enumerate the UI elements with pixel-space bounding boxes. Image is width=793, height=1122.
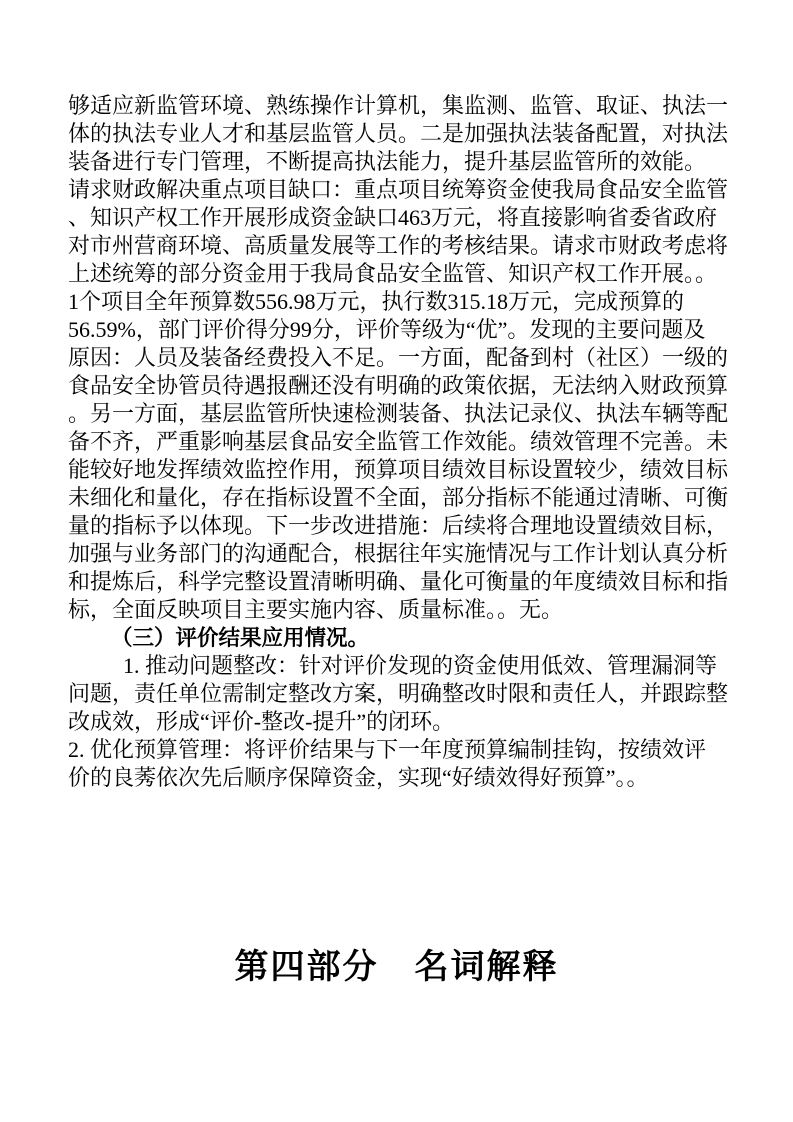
text-line: 56.59%，部门评价得分99分，评价等级为“优”。发现的主要问题及 bbox=[68, 317, 706, 342]
text-line: 够适应新监管环境、熟练操作计算机，集监测、监管、取证、执法一 bbox=[68, 93, 729, 118]
text-line: 上述统筹的部分资金用于我局食品安全监管、知识产权工作开展。。 bbox=[68, 261, 718, 286]
text-line: 对市州营商环境、高质量发展等工作的考核结果。请求市财政考虑将 bbox=[68, 233, 729, 258]
text-line: 备不齐，严重影响基层食品安全监管工作效能。绩效管理不完善。未 bbox=[68, 429, 729, 454]
text-line: 未细化和量化，存在指标设置不全面，部分指标不能通过清晰、可衡 bbox=[68, 485, 729, 510]
text-line: 标，全面反映项目主要实施内容、质量标准。。无。 bbox=[68, 597, 564, 622]
document-body bbox=[68, 92, 730, 792]
text-line: 加强与业务部门的沟通配合，根据往年实施情况与工作计划认真分析 bbox=[68, 541, 729, 566]
text-line: 量的指标予以体现。下一步改进措施：后续将合理地设置绩效目标， bbox=[68, 513, 729, 538]
text-line: 价的良莠依次先后顺序保障资金，实现“好绩效得好预算”。。 bbox=[68, 765, 649, 790]
text-line: 。另一方面，基层监管所快速检测装备、执法记录仪、执法车辆等配 bbox=[68, 401, 729, 426]
text-line: 食品安全协管员待遇报酬还没有明确的政策依据，无法纳入财政预算 bbox=[68, 373, 729, 398]
text-line: 请求财政解决重点项目缺口：重点项目统筹资金使我局食品安全监管 bbox=[68, 177, 729, 202]
text-line: 、知识产权工作开展形成资金缺口463万元，将直接影响省委省政府 bbox=[68, 205, 718, 230]
text-line: 体的执法专业人才和基层监管人员。二是加强执法装备配置，对执法 bbox=[68, 121, 729, 146]
text-line: （三）评价结果应用情况。 bbox=[111, 626, 370, 650]
text-line: 和提炼后，科学完整设置清晰明确、量化可衡量的年度绩效目标和指 bbox=[68, 569, 729, 594]
text-line: 能较好地发挥绩效监控作用，预算项目绩效目标设置较少，绩效目标 bbox=[68, 457, 729, 482]
text-line: 装备进行专门管理，不断提高执法能力，提升基层监管所的效能。 bbox=[68, 149, 707, 174]
text-line: 2. 优化预算管理：将评价结果与下一年度预算编制挂钩，按绩效评 bbox=[68, 737, 707, 762]
text-line: 1. 推动问题整改：针对评价发现的资金使用低效、管理漏洞等 bbox=[123, 653, 718, 678]
text-line: 改成效，形成“评价-整改-提升”的闭环。 bbox=[68, 709, 455, 734]
text-line: 1个项目全年预算数556.98万元，执行数315.18万元，完成预算的 bbox=[68, 289, 685, 314]
section-heading: 第四部分 名词解释 bbox=[234, 949, 559, 986]
text-line: 原因：人员及装备经费投入不足。一方面，配备到村（社区）一级的 bbox=[68, 345, 729, 370]
text-line: 问题，责任单位需制定整改方案，明确整改时限和责任人，并跟踪整 bbox=[68, 681, 729, 706]
